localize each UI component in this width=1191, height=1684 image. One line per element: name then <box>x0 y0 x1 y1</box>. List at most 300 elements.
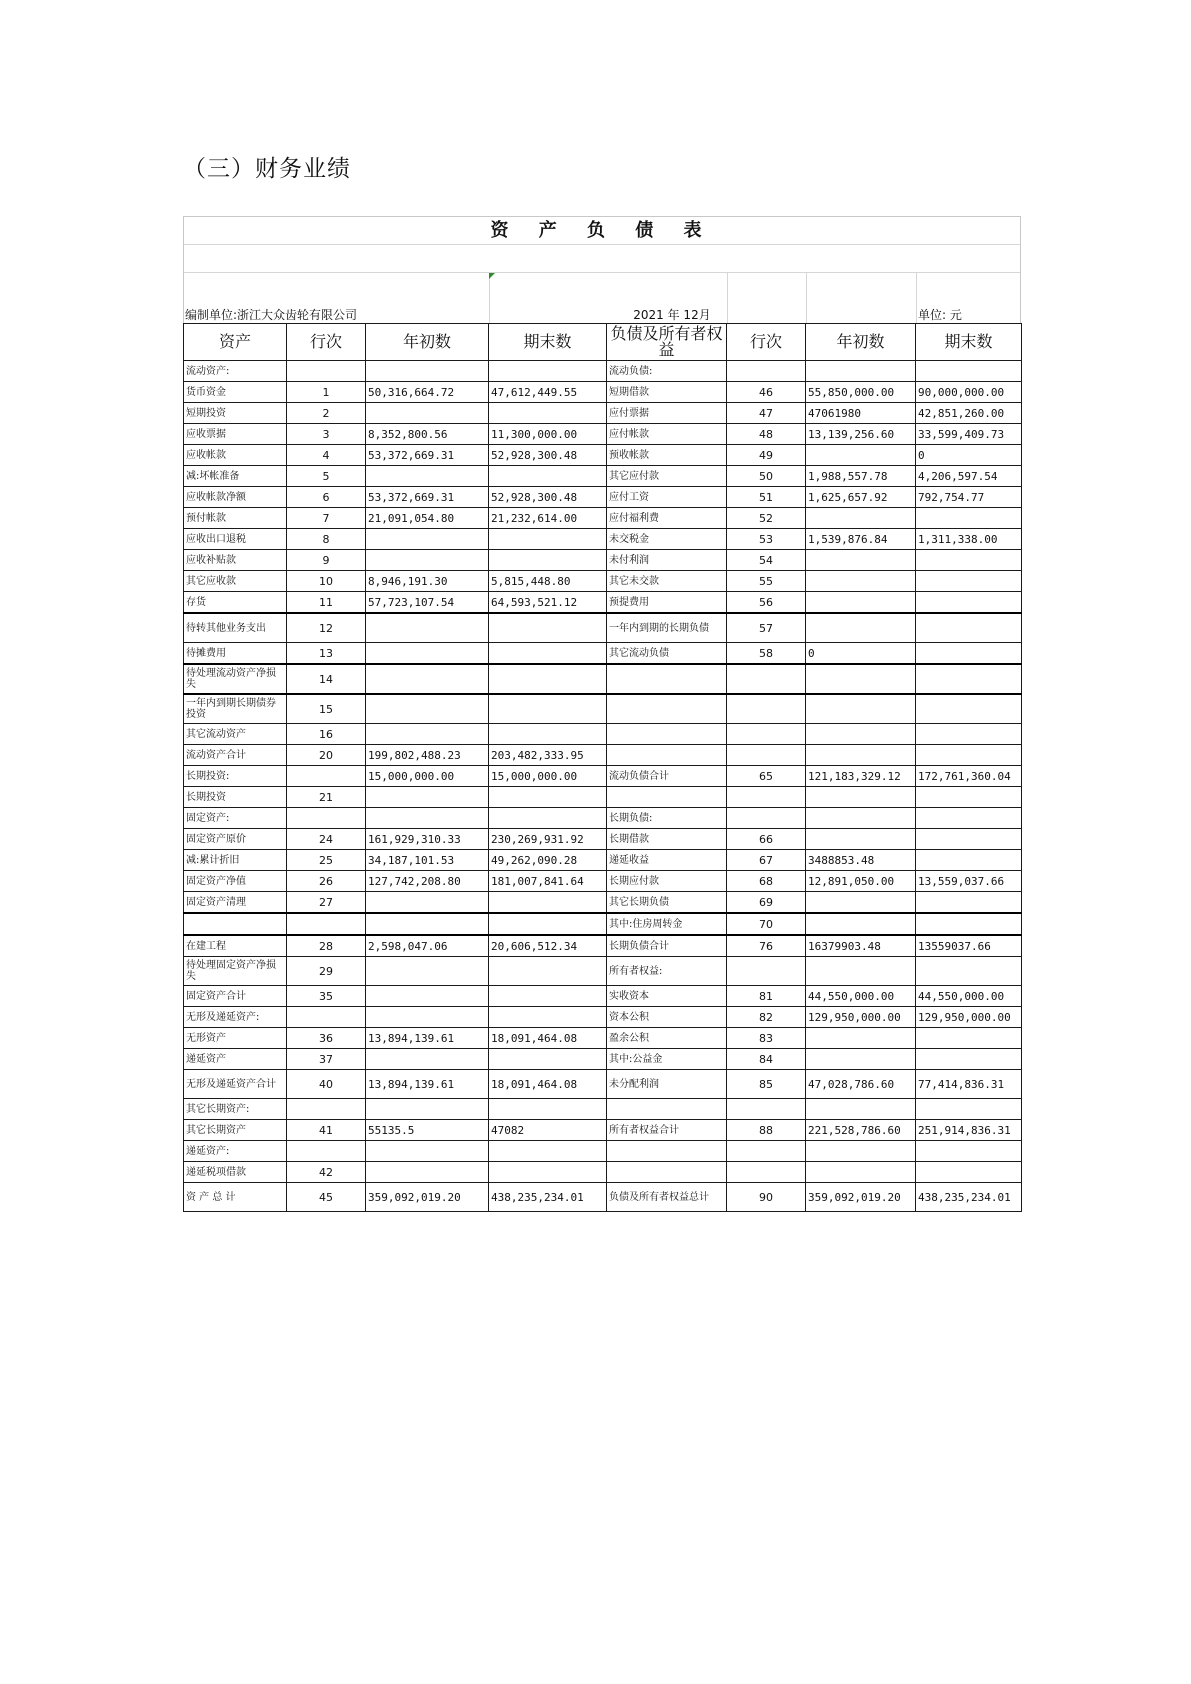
liability-closing: 77,414,836.31 <box>916 1070 1022 1099</box>
asset-opening <box>366 1007 489 1028</box>
asset-name: 其它流动资产 <box>184 724 287 745</box>
liability-name: 一年内到期的长期负债 <box>607 613 727 643</box>
asset-opening <box>366 1049 489 1070</box>
asset-line: 4 <box>287 445 366 466</box>
asset-name: 固定资产: <box>184 808 287 829</box>
asset-line: 37 <box>287 1049 366 1070</box>
column-header: 年初数 <box>806 324 916 361</box>
asset-name: 递延资产 <box>184 1049 287 1070</box>
liability-opening <box>806 892 916 914</box>
sheet-title: 资 产 负 债 表 <box>183 216 1021 245</box>
liability-line: 50 <box>727 466 806 487</box>
table-row <box>184 787 1022 808</box>
table-row <box>184 892 1022 914</box>
asset-closing <box>489 787 607 808</box>
liability-opening <box>806 787 916 808</box>
sheet-meta-row <box>183 273 1021 323</box>
asset-closing <box>489 1007 607 1028</box>
currency-unit: 单位: 元 <box>918 308 962 322</box>
asset-closing: 5,815,448.80 <box>489 571 607 592</box>
liability-opening: 1,539,876.84 <box>806 529 916 550</box>
liability-closing <box>916 1049 1022 1070</box>
liability-name: 预提费用 <box>607 592 727 614</box>
asset-name: 固定资产原价 <box>184 829 287 850</box>
asset-name <box>184 913 287 935</box>
asset-closing <box>489 361 607 382</box>
liability-closing: 1,311,338.00 <box>916 529 1022 550</box>
liability-opening <box>806 592 916 614</box>
liability-closing <box>916 745 1022 766</box>
liability-closing <box>916 957 1022 986</box>
liability-line <box>727 1141 806 1162</box>
asset-opening: 15,000,000.00 <box>366 766 489 787</box>
asset-line: 26 <box>287 871 366 892</box>
table-row <box>184 613 1022 643</box>
liability-name: 其它长期负债 <box>607 892 727 914</box>
asset-line: 15 <box>287 694 366 724</box>
liability-line: 82 <box>727 1007 806 1028</box>
liability-name <box>607 1162 727 1183</box>
table-row <box>184 592 1022 614</box>
liability-opening <box>806 724 916 745</box>
liability-opening: 0 <box>806 643 916 665</box>
liability-closing <box>916 550 1022 571</box>
table-row <box>184 766 1022 787</box>
asset-name: 待转其他业务支出 <box>184 613 287 643</box>
liability-name <box>607 787 727 808</box>
asset-closing: 64,593,521.12 <box>489 592 607 614</box>
table-row <box>184 694 1022 724</box>
table-row <box>184 403 1022 424</box>
asset-name: 固定资产净值 <box>184 871 287 892</box>
liability-line <box>727 808 806 829</box>
asset-closing <box>489 550 607 571</box>
asset-name: 应收出口退税 <box>184 529 287 550</box>
liability-closing <box>916 892 1022 914</box>
liability-line: 49 <box>727 445 806 466</box>
liability-name <box>607 1099 727 1120</box>
asset-opening <box>366 724 489 745</box>
asset-opening <box>366 643 489 665</box>
liability-closing: 13559037.66 <box>916 935 1022 957</box>
asset-name: 预付帐款 <box>184 508 287 529</box>
asset-closing <box>489 403 607 424</box>
liability-closing <box>916 787 1022 808</box>
asset-closing: 49,262,090.28 <box>489 850 607 871</box>
liability-name: 流动负债: <box>607 361 727 382</box>
asset-closing: 52,928,300.48 <box>489 445 607 466</box>
asset-name: 应收补贴款 <box>184 550 287 571</box>
asset-opening: 55135.5 <box>366 1120 489 1141</box>
liability-name: 负债及所有者权益总计 <box>607 1183 727 1212</box>
asset-name: 待处理流动资产净损失 <box>184 664 287 694</box>
liability-name: 预收帐款 <box>607 445 727 466</box>
liability-line: 69 <box>727 892 806 914</box>
liability-name: 未付利润 <box>607 550 727 571</box>
asset-opening: 8,946,191.30 <box>366 571 489 592</box>
table-row <box>184 487 1022 508</box>
liability-name: 盈余公积 <box>607 1028 727 1049</box>
liability-closing <box>916 1141 1022 1162</box>
asset-line <box>287 808 366 829</box>
asset-opening: 53,372,669.31 <box>366 487 489 508</box>
asset-closing: 230,269,931.92 <box>489 829 607 850</box>
asset-opening <box>366 550 489 571</box>
liability-opening: 12,891,050.00 <box>806 871 916 892</box>
liability-opening <box>806 613 916 643</box>
liability-line <box>727 957 806 986</box>
liability-closing <box>916 724 1022 745</box>
liability-opening <box>806 1099 916 1120</box>
asset-opening <box>366 986 489 1007</box>
asset-closing: 438,235,234.01 <box>489 1183 607 1212</box>
asset-opening: 161,929,310.33 <box>366 829 489 850</box>
asset-opening: 8,352,800.56 <box>366 424 489 445</box>
table-row <box>184 550 1022 571</box>
liability-name: 其它未交款 <box>607 571 727 592</box>
asset-line <box>287 1007 366 1028</box>
liability-name <box>607 745 727 766</box>
liability-opening <box>806 694 916 724</box>
liability-name: 所有者权益合计 <box>607 1120 727 1141</box>
liability-closing: 0 <box>916 445 1022 466</box>
liability-closing <box>916 643 1022 665</box>
liability-line: 68 <box>727 871 806 892</box>
asset-opening: 199,802,488.23 <box>366 745 489 766</box>
liability-opening <box>806 913 916 935</box>
table-row <box>184 664 1022 694</box>
asset-closing: 18,091,464.08 <box>489 1070 607 1099</box>
liability-opening <box>806 1028 916 1049</box>
liability-name: 其它流动负债 <box>607 643 727 665</box>
asset-opening: 13,894,139.61 <box>366 1028 489 1049</box>
liability-line: 48 <box>727 424 806 445</box>
asset-opening: 2,598,047.06 <box>366 935 489 957</box>
liability-opening: 1,988,557.78 <box>806 466 916 487</box>
asset-line: 41 <box>287 1120 366 1141</box>
column-header: 负债及所有者权益 <box>607 324 727 361</box>
liability-line: 83 <box>727 1028 806 1049</box>
asset-name: 长期投资 <box>184 787 287 808</box>
asset-closing <box>489 1049 607 1070</box>
asset-closing: 47082 <box>489 1120 607 1141</box>
asset-line: 27 <box>287 892 366 914</box>
asset-opening <box>366 892 489 914</box>
liability-name <box>607 1141 727 1162</box>
table-row <box>184 466 1022 487</box>
table-row <box>184 1120 1022 1141</box>
liability-line <box>727 1099 806 1120</box>
asset-line: 3 <box>287 424 366 445</box>
asset-name: 待摊费用 <box>184 643 287 665</box>
asset-closing <box>489 957 607 986</box>
asset-name: 减:坏帐准备 <box>184 466 287 487</box>
liability-closing <box>916 1162 1022 1183</box>
liability-opening: 3488853.48 <box>806 850 916 871</box>
asset-opening <box>366 1099 489 1120</box>
table-row <box>184 382 1022 403</box>
liability-line: 84 <box>727 1049 806 1070</box>
liability-line: 58 <box>727 643 806 665</box>
liability-name: 长期负债: <box>607 808 727 829</box>
asset-line: 9 <box>287 550 366 571</box>
liability-closing <box>916 808 1022 829</box>
asset-closing <box>489 1099 607 1120</box>
table-row <box>184 1141 1022 1162</box>
liability-line: 76 <box>727 935 806 957</box>
asset-opening <box>366 808 489 829</box>
liability-line: 51 <box>727 487 806 508</box>
liability-closing <box>916 1099 1022 1120</box>
asset-opening <box>366 613 489 643</box>
liability-name <box>607 694 727 724</box>
liability-name: 长期负债合计 <box>607 935 727 957</box>
liability-closing <box>916 592 1022 614</box>
liability-line <box>727 1162 806 1183</box>
asset-name: 其它长期资产 <box>184 1120 287 1141</box>
asset-closing <box>489 613 607 643</box>
asset-name: 待处理固定资产净损失 <box>184 957 287 986</box>
liability-closing: 792,754.77 <box>916 487 1022 508</box>
column-header: 期末数 <box>916 324 1022 361</box>
liability-line: 46 <box>727 382 806 403</box>
liability-opening <box>806 1049 916 1070</box>
table-row <box>184 643 1022 665</box>
liability-opening <box>806 508 916 529</box>
blank-row <box>183 245 1021 273</box>
liability-line: 47 <box>727 403 806 424</box>
asset-line: 14 <box>287 664 366 694</box>
asset-line: 10 <box>287 571 366 592</box>
liability-line <box>727 787 806 808</box>
asset-closing <box>489 643 607 665</box>
liability-opening: 47,028,786.60 <box>806 1070 916 1099</box>
asset-opening: 34,187,101.53 <box>366 850 489 871</box>
asset-closing: 20,606,512.34 <box>489 935 607 957</box>
asset-line: 1 <box>287 382 366 403</box>
liability-opening: 13,139,256.60 <box>806 424 916 445</box>
asset-name: 无形及递延资产: <box>184 1007 287 1028</box>
liability-line: 65 <box>727 766 806 787</box>
liability-closing: 44,550,000.00 <box>916 986 1022 1007</box>
liability-line: 57 <box>727 613 806 643</box>
liability-line: 88 <box>727 1120 806 1141</box>
liability-opening <box>806 550 916 571</box>
asset-opening: 13,894,139.61 <box>366 1070 489 1099</box>
asset-line: 21 <box>287 787 366 808</box>
asset-opening <box>366 403 489 424</box>
asset-name: 无形资产 <box>184 1028 287 1049</box>
liability-line: 90 <box>727 1183 806 1212</box>
liability-opening: 129,950,000.00 <box>806 1007 916 1028</box>
liability-opening: 359,092,019.20 <box>806 1183 916 1212</box>
liability-line <box>727 694 806 724</box>
table-row <box>184 424 1022 445</box>
asset-opening: 50,316,664.72 <box>366 382 489 403</box>
asset-line: 45 <box>287 1183 366 1212</box>
table-row <box>184 1049 1022 1070</box>
liability-line: 67 <box>727 850 806 871</box>
asset-name: 其它应收款 <box>184 571 287 592</box>
table-row <box>184 829 1022 850</box>
asset-closing <box>489 913 607 935</box>
asset-opening <box>366 1141 489 1162</box>
table-row <box>184 361 1022 382</box>
liability-closing <box>916 571 1022 592</box>
liability-line <box>727 724 806 745</box>
liability-name: 其中:公益金 <box>607 1049 727 1070</box>
liability-closing: 172,761,360.04 <box>916 766 1022 787</box>
liability-name <box>607 664 727 694</box>
asset-closing <box>489 529 607 550</box>
asset-closing <box>489 724 607 745</box>
liability-line: 55 <box>727 571 806 592</box>
liability-line: 52 <box>727 508 806 529</box>
table-row <box>184 445 1022 466</box>
compiling-unit: 编制单位:浙江大众齿轮有限公司 <box>185 308 358 322</box>
asset-name: 减:累计折旧 <box>184 850 287 871</box>
table-row <box>184 1162 1022 1183</box>
asset-line <box>287 361 366 382</box>
liability-line: 56 <box>727 592 806 614</box>
asset-line: 16 <box>287 724 366 745</box>
liability-name: 未交税金 <box>607 529 727 550</box>
report-date: 2021 年 12月 <box>633 308 711 322</box>
liability-line: 85 <box>727 1070 806 1099</box>
asset-name: 递延税项借款 <box>184 1162 287 1183</box>
table-row <box>184 913 1022 935</box>
liability-line: 54 <box>727 550 806 571</box>
liability-name: 长期应付款 <box>607 871 727 892</box>
liability-name: 短期借款 <box>607 382 727 403</box>
liability-opening <box>806 829 916 850</box>
liability-closing <box>916 613 1022 643</box>
table-row <box>184 1070 1022 1099</box>
column-header: 年初数 <box>366 324 489 361</box>
asset-name: 其它长期资产: <box>184 1099 287 1120</box>
column-header: 期末数 <box>489 324 607 361</box>
asset-closing <box>489 694 607 724</box>
asset-line: 7 <box>287 508 366 529</box>
section-heading: （三）财务业绩 <box>183 156 351 182</box>
liability-name: 应付帐款 <box>607 424 727 445</box>
table-row <box>184 935 1022 957</box>
asset-name: 应收帐款 <box>184 445 287 466</box>
liability-closing: 42,851,260.00 <box>916 403 1022 424</box>
asset-name: 短期投资 <box>184 403 287 424</box>
liability-closing: 33,599,409.73 <box>916 424 1022 445</box>
liability-name: 其中:住房周转金 <box>607 913 727 935</box>
asset-closing: 15,000,000.00 <box>489 766 607 787</box>
table-row <box>184 1099 1022 1120</box>
liability-opening <box>806 664 916 694</box>
liability-line <box>727 745 806 766</box>
asset-line: 42 <box>287 1162 366 1183</box>
liability-closing: 90,000,000.00 <box>916 382 1022 403</box>
column-header: 资产 <box>184 324 287 361</box>
balance-sheet <box>183 216 1021 1212</box>
liability-opening: 55,850,000.00 <box>806 382 916 403</box>
liability-line: 66 <box>727 829 806 850</box>
asset-line: 35 <box>287 986 366 1007</box>
table-row <box>184 571 1022 592</box>
liability-closing: 251,914,836.31 <box>916 1120 1022 1141</box>
asset-opening: 127,742,208.80 <box>366 871 489 892</box>
liability-opening: 1,625,657.92 <box>806 487 916 508</box>
liability-opening: 16379903.48 <box>806 935 916 957</box>
liability-closing: 13,559,037.66 <box>916 871 1022 892</box>
asset-line: 12 <box>287 613 366 643</box>
liability-closing <box>916 829 1022 850</box>
asset-opening <box>366 694 489 724</box>
asset-line <box>287 766 366 787</box>
asset-name: 固定资产合计 <box>184 986 287 1007</box>
table-row <box>184 1183 1022 1212</box>
cell-marker-icon <box>489 273 495 279</box>
liability-opening <box>806 571 916 592</box>
asset-name: 固定资产清理 <box>184 892 287 914</box>
asset-name: 一年内到期长期债券投资 <box>184 694 287 724</box>
asset-opening: 359,092,019.20 <box>366 1183 489 1212</box>
asset-opening <box>366 957 489 986</box>
asset-opening <box>366 913 489 935</box>
asset-line <box>287 913 366 935</box>
liability-opening <box>806 745 916 766</box>
liability-name: 应付福利费 <box>607 508 727 529</box>
asset-line: 2 <box>287 403 366 424</box>
asset-opening <box>366 361 489 382</box>
asset-closing: 47,612,449.55 <box>489 382 607 403</box>
asset-closing <box>489 664 607 694</box>
column-header: 行次 <box>287 324 366 361</box>
asset-name: 流动资产合计 <box>184 745 287 766</box>
liability-opening <box>806 1141 916 1162</box>
table-row <box>184 871 1022 892</box>
table-row <box>184 745 1022 766</box>
asset-opening <box>366 529 489 550</box>
liability-name: 所有者权益: <box>607 957 727 986</box>
liability-closing <box>916 850 1022 871</box>
liability-line: 70 <box>727 913 806 935</box>
liability-closing: 4,206,597.54 <box>916 466 1022 487</box>
liability-opening: 47061980 <box>806 403 916 424</box>
liability-name: 未分配利润 <box>607 1070 727 1099</box>
liability-name: 资本公积 <box>607 1007 727 1028</box>
asset-line: 28 <box>287 935 366 957</box>
liability-opening: 44,550,000.00 <box>806 986 916 1007</box>
asset-closing: 11,300,000.00 <box>489 424 607 445</box>
liability-opening <box>806 808 916 829</box>
asset-opening <box>366 787 489 808</box>
asset-closing <box>489 1141 607 1162</box>
liability-closing <box>916 694 1022 724</box>
liability-opening: 221,528,786.60 <box>806 1120 916 1141</box>
table-row <box>184 986 1022 1007</box>
liability-name <box>607 724 727 745</box>
asset-line <box>287 1099 366 1120</box>
liability-name: 实收资本 <box>607 986 727 1007</box>
table-row <box>184 1028 1022 1049</box>
asset-closing <box>489 808 607 829</box>
asset-closing: 203,482,333.95 <box>489 745 607 766</box>
asset-name: 长期投资: <box>184 766 287 787</box>
table-row <box>184 1007 1022 1028</box>
asset-line: 24 <box>287 829 366 850</box>
asset-name: 存货 <box>184 592 287 614</box>
liability-closing <box>916 508 1022 529</box>
asset-name: 货币资金 <box>184 382 287 403</box>
table-header-row <box>184 324 1022 361</box>
